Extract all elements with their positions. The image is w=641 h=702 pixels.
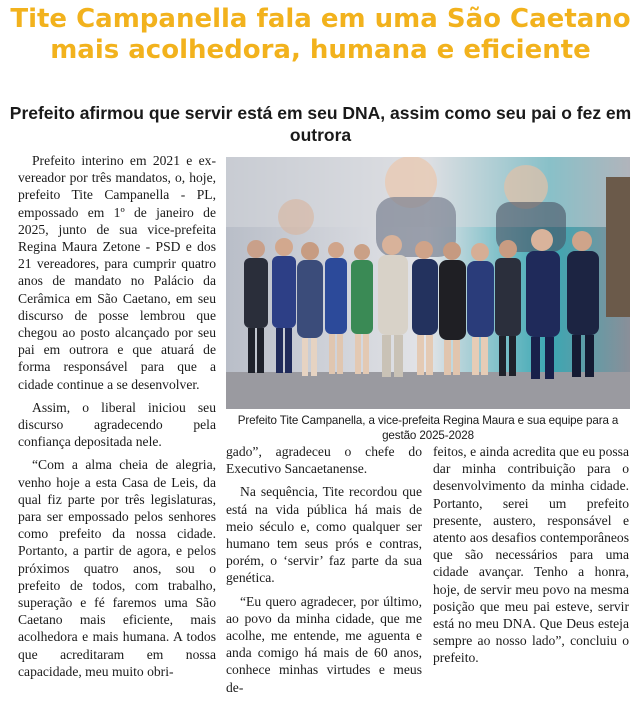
paragraph: Assim, o liberal iniciou seu discurso agradecendo pela confiança depositada nele.: [18, 399, 216, 450]
paragraph: “Eu quero agradecer, por último, ao povo da minha cidade, que me acolhe, me entende, me aguenta e anda comigo há mais de 60 anos, conhece minhas virtudes e meus de-: [226, 593, 422, 695]
group-photo: [226, 157, 630, 409]
headline-line-1: Tite Campanella fala em uma São Caetano: [10, 4, 631, 34]
paragraph: Prefeito interino em 2021 e ex-vereador por três mandatos, o, hoje, prefeito Tite Campanella - PL, empossado em 1º de janeiro de 2025, junto de sua vice-prefeita Regina Maura Zetone - PSD e dos 21 vereadores, para cumprir quatro anos de mandato no Palácio da Cerâmica em São Caetano, em seu discurso de posse lembrou que chegou ao posto alcançado por seu pai em outrora e que atuará de forma responsável para que a cidade continue a se desenvolver.: [18, 153, 216, 392]
paragraph: Na sequência, Tite recordou que está na vida pública há mais de meio século e, como qualquer ser humano tem seus prós e contras, porém, o ‘servir’ faz parte da sua genética.: [226, 484, 422, 586]
headline: [0, 4, 641, 66]
article-column-3: [433, 443, 629, 673]
subheadline: Prefeito afirmou que servir está em seu DNA, assim como seu pai o fez em outrora: [9, 103, 632, 145]
article-column-1: [18, 152, 216, 686]
paragraph: feitos, e ainda acredita que eu possa dar minha contribuição para o desenvolvimento da minha cidade. Portanto, serei um prefeito presente, austero, responsável e atento aos desafios contemporâneos que são necessários para uma cidade avançar. Tenho a honra, hoje, de servir meu povo na mesma posição que meu pai esteve, servir está no meu DNA. Que Deus esteja sempre ao nosso lado”, concluiu o prefeito.: [433, 444, 629, 666]
paragraph: “Com a alma cheia de alegria, venho hoje a esta Casa de Leis, da qual fiz parte por três legislaturas, para ser empossado pelos senhores como prefeito da nossa cidade. Portanto, a partir de agora, e pelos próximos quatro anos, sou o prefeito de todos, com trabalho, superação e fé faremos uma São Caetano mais eficiente, mais acolhedora e mais humana. A todos que acreditaram em nossa capacidade, meu muito obri-: [18, 457, 216, 679]
group-photo-illustration: [226, 157, 630, 409]
paragraph: gado”, agradeceu o chefe do Executivo Sancaetanense.: [226, 444, 422, 477]
photo-caption: Prefeito Tite Campanella, a vice-prefeita Regina Maura e sua equipe para a gestão 2025-2028: [237, 414, 619, 442]
headline-line-2: mais acolhedora, humana e eficiente: [50, 35, 591, 65]
article-column-2: [226, 443, 422, 702]
